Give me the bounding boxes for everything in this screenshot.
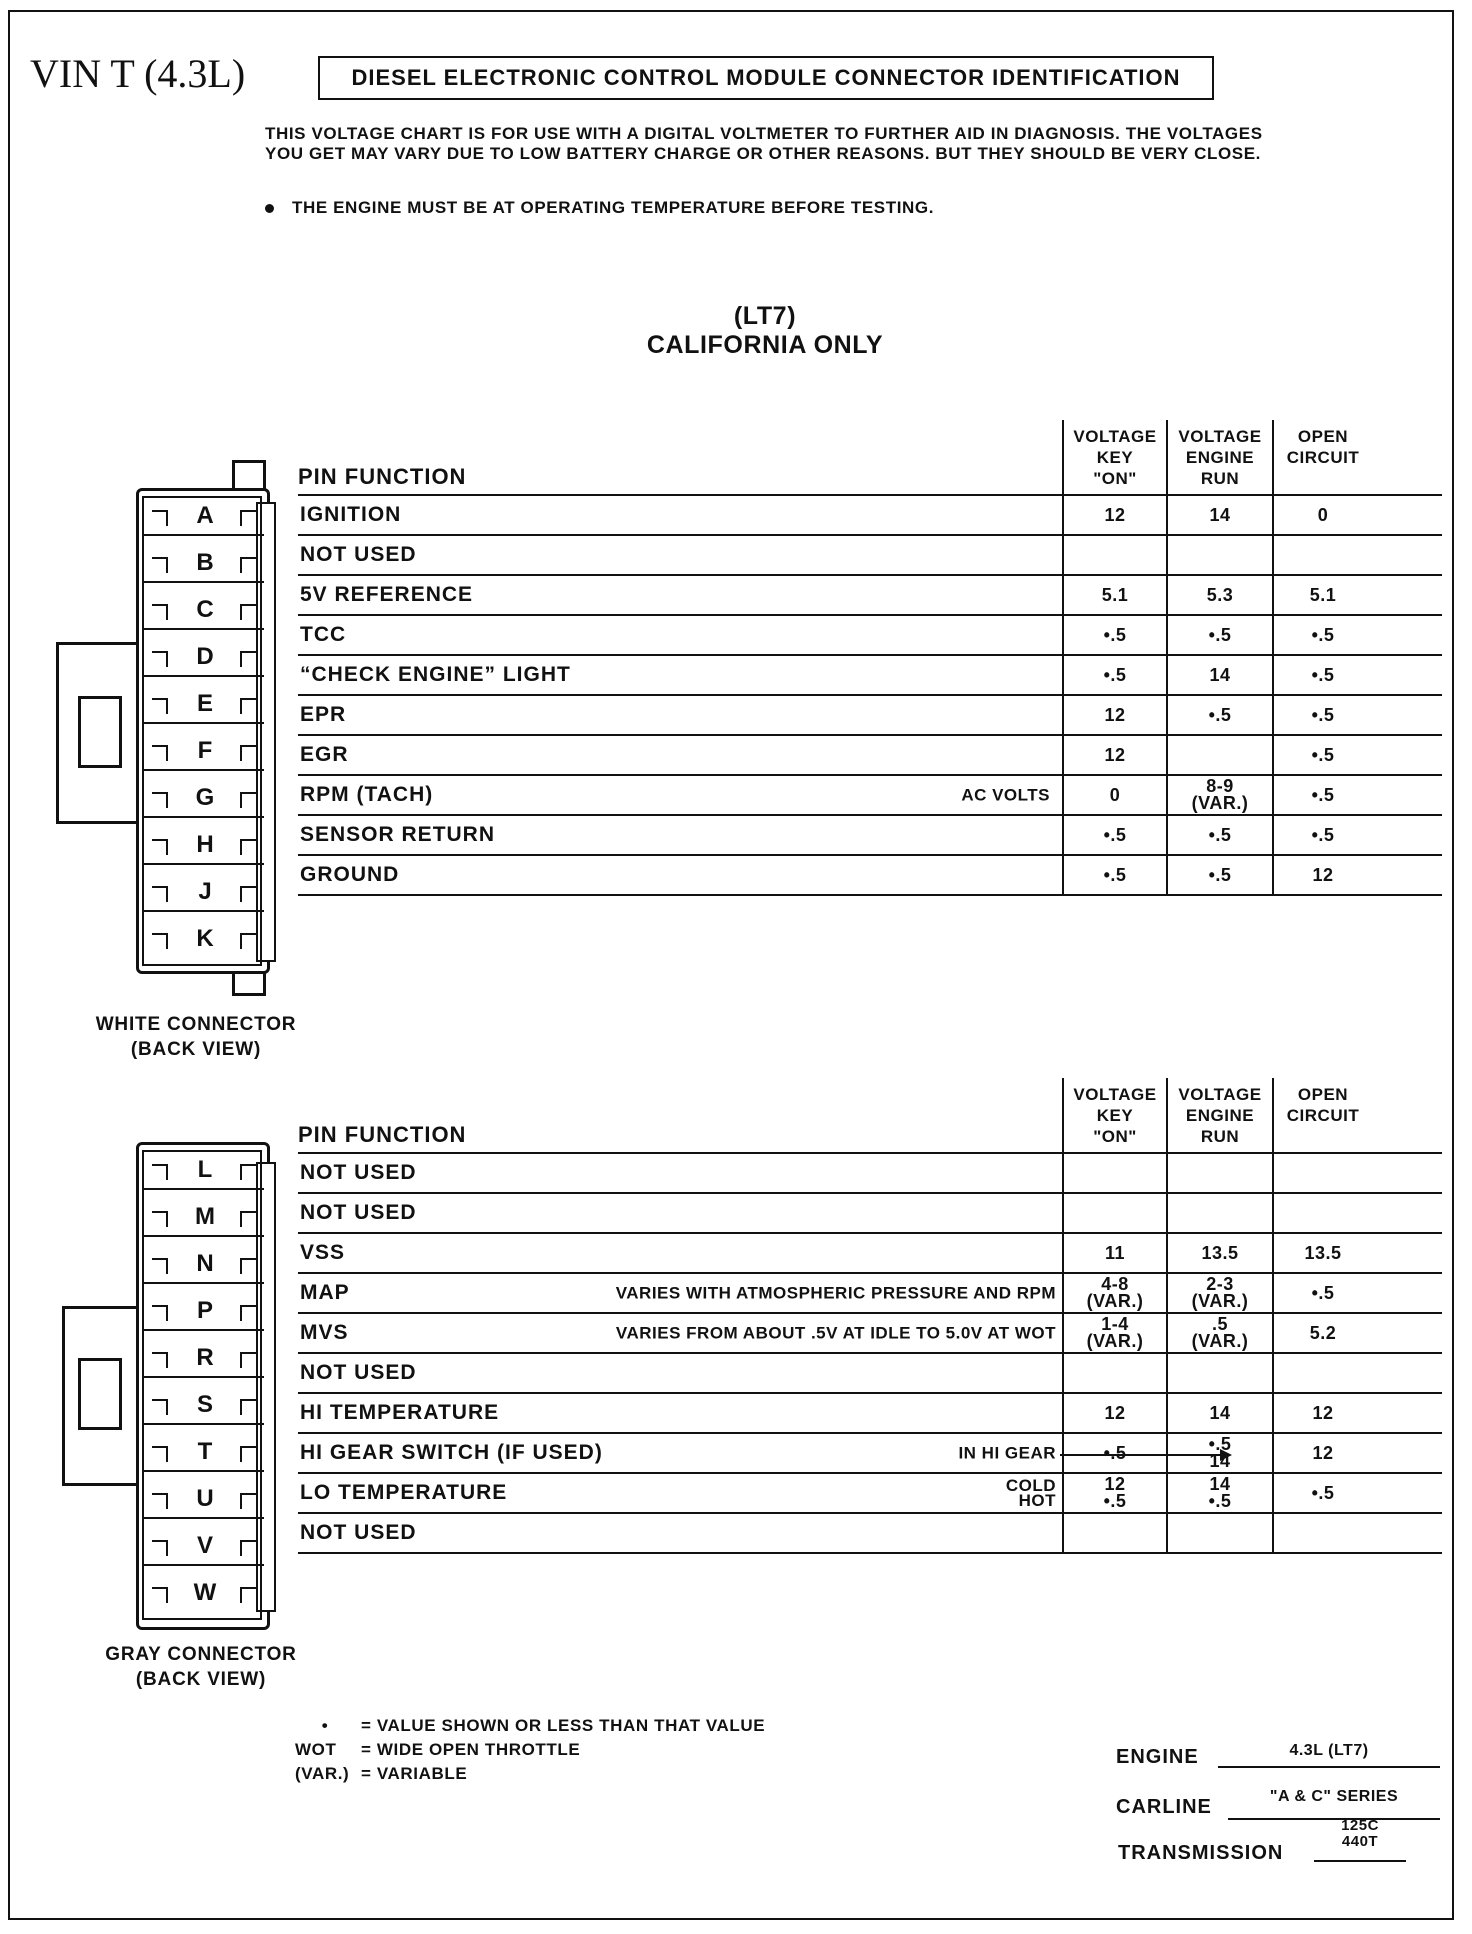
connector-pin [144, 921, 264, 959]
value-key-on: 11 [1104, 1242, 1126, 1263]
pin-bracket-left-icon [152, 1587, 168, 1603]
table-row [298, 616, 1442, 656]
legend-meaning: = VALUE SHOWN OR LESS THAN THAT VALUE [361, 1716, 766, 1735]
pin-letter: K [196, 925, 214, 952]
pin-letter: S [196, 1391, 213, 1418]
pin-function: VSS [300, 1241, 346, 1264]
pin-function: RPM (TACH) [300, 783, 434, 806]
hi-gear-arrow [1060, 1454, 1230, 1456]
pin-letter: E [196, 690, 213, 717]
value-engine-run: 2-3 (VAR.) [1191, 1274, 1249, 1311]
table-row [298, 1434, 1442, 1474]
table-row [298, 576, 1442, 616]
pin-bracket-right-icon [240, 698, 256, 714]
pin-bracket-right-icon [240, 1493, 256, 1509]
table-row [298, 1314, 1442, 1354]
header-line: RUN [1200, 1127, 1240, 1146]
pin-letter: P [196, 1297, 213, 1324]
pin-bracket-left-icon [152, 1258, 168, 1274]
column-divider [1166, 1078, 1168, 1552]
value-engine-run: 8-9 (VAR.) [1191, 776, 1249, 813]
value-engine-run: •.5 14 [1208, 1434, 1232, 1471]
value-open-circuit: 5.2 [1309, 1322, 1337, 1343]
table-row [298, 1514, 1442, 1554]
value-engine-run: .5 (VAR.) [1191, 1314, 1249, 1351]
pin-bracket-right-icon [240, 1540, 256, 1556]
connector-side-square [78, 696, 122, 768]
value-open-circuit: 5.1 [1309, 584, 1337, 605]
value-engine-run [1167, 736, 1273, 774]
pin-letter: J [198, 878, 212, 905]
legend-symbol: • [321, 1716, 329, 1735]
value-key-on [1063, 1514, 1167, 1552]
value-engine-run [1167, 1514, 1273, 1552]
pin-bracket-left-icon [152, 651, 168, 667]
pin-function: TCC [300, 623, 347, 646]
pin-letter: V [196, 1532, 213, 1559]
legend-symbol: WOT [295, 1740, 337, 1759]
pin-bracket-left-icon [152, 1540, 168, 1556]
value-open-circuit: 12 [1312, 1402, 1334, 1423]
header-line: VOLTAGE [1073, 427, 1157, 446]
value-key-on [1063, 536, 1167, 574]
legend-meaning: = WIDE OPEN THROTTLE [361, 1740, 581, 1759]
pin-stack [142, 496, 262, 966]
engine-value: 4.3L (LT7) [1218, 1738, 1440, 1768]
pin-function: NOT USED [300, 1521, 417, 1544]
pin-bracket-right-icon [240, 933, 256, 949]
white-connector-label [86, 1012, 306, 1062]
value-open-circuit: •.5 [1311, 1282, 1335, 1303]
document-title: DIESEL ELECTRONIC CONTROL MODULE CONNECTOR IDENTIFICATION [318, 56, 1214, 100]
table-row [298, 856, 1442, 896]
pin-function: LO TEMPERATURE [300, 1481, 508, 1504]
value-key-on: •.5 [1103, 864, 1127, 885]
value-engine-run: 14 [1209, 1402, 1231, 1423]
value-open-circuit: •.5 [1311, 704, 1335, 725]
value-open-circuit [1273, 1154, 1373, 1192]
row-note: VARIES WITH ATMOSPHERIC PRESSURE AND RPM [615, 1283, 1056, 1303]
bullet-text: THE ENGINE MUST BE AT OPERATING TEMPERATURE BEFORE TESTING. [292, 198, 935, 217]
value-open-circuit: 0 [1317, 504, 1329, 525]
header-line: RUN [1200, 469, 1240, 488]
pin-function: SENSOR RETURN [300, 823, 496, 846]
pin-bracket-left-icon [152, 745, 168, 761]
value-key-on: 12 [1104, 704, 1126, 725]
gray-connector-table [298, 1084, 1442, 1554]
connector-pin [144, 1481, 264, 1519]
vin-heading: VIN T (4.3L) [30, 51, 246, 96]
value-engine-run: •.5 [1208, 704, 1232, 725]
carline-label: CARLINE [1116, 1796, 1212, 1818]
table-row [298, 656, 1442, 696]
table-row [298, 816, 1442, 856]
value-key-on: •.5 [1103, 824, 1127, 845]
legend-meaning: = VARIABLE [361, 1764, 468, 1783]
pin-function: NOT USED [300, 543, 417, 566]
pin-bracket-right-icon [240, 886, 256, 902]
table-row [298, 1274, 1442, 1314]
pin-bracket-left-icon [152, 933, 168, 949]
header-line: KEY [1096, 448, 1134, 467]
connector-pin [144, 1340, 264, 1378]
value-engine-run: 14 [1209, 664, 1231, 685]
pin-letter: U [196, 1485, 214, 1512]
bullet-note [265, 198, 934, 218]
pin-bracket-left-icon [152, 557, 168, 573]
value-engine-run: •.5 [1208, 824, 1232, 845]
value-open-circuit: •.5 [1311, 744, 1335, 765]
pin-bracket-left-icon [152, 698, 168, 714]
pin-function: EGR [300, 743, 349, 766]
white-connector-view: (BACK VIEW) [130, 1039, 262, 1060]
connector-pin [144, 827, 264, 865]
table-row [298, 536, 1442, 576]
header-line: VOLTAGE [1073, 1085, 1157, 1104]
value-engine-run [1167, 1194, 1273, 1232]
value-engine-run [1167, 1354, 1273, 1392]
row-note: AC VOLTS [961, 785, 1050, 805]
table-row [298, 776, 1442, 816]
pin-bracket-right-icon [240, 510, 256, 526]
pin-letter: B [196, 549, 214, 576]
pin-letter: D [196, 643, 214, 670]
white-connector-table [298, 426, 1442, 896]
transmission-value: 125C 440T [1314, 1818, 1406, 1862]
header-line: OPEN [1297, 427, 1349, 446]
connector-pin [144, 874, 264, 912]
connector-pin [144, 498, 264, 536]
value-engine-run [1167, 536, 1273, 574]
header-pin-function: PIN FUNCTION [298, 464, 467, 489]
pin-stack [142, 1150, 262, 1620]
pin-bracket-left-icon [152, 792, 168, 808]
column-divider [1062, 1078, 1064, 1552]
value-key-on [1063, 1154, 1167, 1192]
gray-connector-label [76, 1642, 326, 1692]
value-open-circuit: 12 [1312, 1442, 1334, 1463]
header-line: OPEN [1297, 1085, 1349, 1104]
value-open-circuit: •.5 [1311, 824, 1335, 845]
pin-letter: R [196, 1344, 214, 1371]
pin-bracket-left-icon [152, 604, 168, 620]
legend-symbol: (VAR.) [295, 1764, 350, 1783]
value-open-circuit: •.5 [1311, 624, 1335, 645]
value-open-circuit: •.5 [1311, 784, 1335, 805]
value-open-circuit: •.5 [1311, 664, 1335, 685]
value-key-on [1063, 1354, 1167, 1392]
connector-side-square [78, 1358, 122, 1430]
value-open-circuit: 12 [1312, 864, 1334, 885]
table-row [298, 496, 1442, 536]
table-row [298, 1194, 1442, 1234]
pin-letter: N [196, 1250, 214, 1277]
pin-bracket-right-icon [240, 1305, 256, 1321]
header-engine-run [1167, 1084, 1273, 1152]
pin-bracket-left-icon [152, 510, 168, 526]
table-row [298, 1154, 1442, 1194]
pin-function: GROUND [300, 863, 400, 886]
table-row [298, 696, 1442, 736]
pin-bracket-left-icon [152, 1305, 168, 1321]
pin-bracket-right-icon [240, 1258, 256, 1274]
value-engine-run: •.5 [1208, 864, 1232, 885]
header-pin-function: PIN FUNCTION [298, 1122, 467, 1147]
connector-pin [144, 733, 264, 771]
connector-pin [144, 1246, 264, 1284]
pin-bracket-left-icon [152, 1211, 168, 1227]
value-key-on: 12 [1104, 744, 1126, 765]
pin-letter: A [196, 502, 214, 529]
connector-pin [144, 1293, 264, 1331]
header-line: ENGINE [1185, 1106, 1255, 1125]
gray-connector-diagram [56, 1142, 286, 1632]
header-key-on [1063, 1084, 1167, 1152]
subtitle-region: CALIFORNIA ONLY [646, 331, 884, 359]
value-key-on [1063, 1194, 1167, 1232]
pin-function: EPR [300, 703, 347, 726]
header-line: "ON" [1093, 469, 1137, 488]
subtitle-code: (LT7) [733, 302, 797, 330]
pin-function: NOT USED [300, 1361, 417, 1384]
value-engine-run: 14 •.5 [1208, 1474, 1232, 1511]
connector-pin [144, 1387, 264, 1425]
pin-bracket-left-icon [152, 1399, 168, 1415]
value-engine-run: 5.3 [1206, 584, 1234, 605]
value-key-on: 0 [1109, 784, 1121, 805]
value-engine-run: •.5 [1208, 624, 1232, 645]
bullet-icon [265, 204, 274, 213]
header-line: "ON" [1093, 1127, 1137, 1146]
value-key-on: 12 [1104, 504, 1126, 525]
value-engine-run: 14 [1209, 504, 1231, 525]
value-key-on: 5.1 [1101, 584, 1129, 605]
pin-function: “CHECK ENGINE” LIGHT [300, 663, 571, 686]
connector-pin [144, 1199, 264, 1237]
table-header [298, 1084, 1442, 1154]
connector-pin [144, 1575, 264, 1613]
pin-function: MAP [300, 1281, 350, 1304]
value-engine-run: 13.5 [1201, 1242, 1239, 1263]
table-row [298, 1394, 1442, 1434]
arrow-head-icon [1220, 1449, 1232, 1461]
value-open-circuit: 13.5 [1304, 1242, 1342, 1263]
pin-bracket-right-icon [240, 557, 256, 573]
white-connector-title: WHITE CONNECTOR [95, 1014, 297, 1035]
gray-connector-title: GRAY CONNECTOR [105, 1644, 297, 1665]
transmission-label: TRANSMISSION [1118, 1842, 1284, 1864]
pin-bracket-left-icon [152, 839, 168, 855]
value-key-on: 4-8 (VAR.) [1086, 1274, 1144, 1311]
pin-function: 5V REFERENCE [300, 583, 474, 606]
connector-pin [144, 592, 264, 630]
value-open-circuit: •.5 [1311, 1482, 1335, 1503]
legend-row [295, 1738, 771, 1762]
value-open-circuit [1273, 1194, 1373, 1232]
value-key-on: •.5 [1103, 624, 1127, 645]
pin-bracket-right-icon [240, 792, 256, 808]
pin-bracket-right-icon [240, 1587, 256, 1603]
pin-bracket-left-icon [152, 1352, 168, 1368]
pin-letter: C [196, 596, 214, 623]
column-divider [1062, 420, 1064, 894]
connector-pin [144, 639, 264, 677]
pin-function: HI GEAR SWITCH (IF USED) [300, 1441, 603, 1464]
carline-value: "A & C" SERIES [1228, 1782, 1440, 1820]
connector-pin [144, 686, 264, 724]
value-key-on: 12 •.5 [1103, 1474, 1127, 1511]
pin-bracket-right-icon [240, 651, 256, 667]
header-line: CIRCUIT [1286, 1106, 1360, 1125]
pin-letter: G [195, 784, 215, 811]
pin-function: MVS [300, 1321, 349, 1344]
table-row [298, 1354, 1442, 1394]
pin-letter: F [197, 737, 213, 764]
pin-function: NOT USED [300, 1201, 417, 1224]
connector-pin [144, 1528, 264, 1566]
pin-function: IGNITION [300, 503, 402, 526]
pin-bracket-right-icon [240, 839, 256, 855]
pin-bracket-left-icon [152, 1164, 168, 1180]
header-open-circuit [1273, 426, 1373, 494]
header-open-circuit [1273, 1084, 1373, 1152]
pin-bracket-right-icon [240, 1211, 256, 1227]
row-note: VARIES FROM ABOUT .5V AT IDLE TO 5.0V AT WOT [615, 1323, 1056, 1343]
table-row [298, 1474, 1442, 1514]
table-header [298, 426, 1442, 496]
value-open-circuit [1273, 1514, 1373, 1552]
gray-connector-view: (BACK VIEW) [135, 1669, 267, 1690]
white-connector-diagram [56, 460, 286, 1010]
column-divider [1272, 420, 1274, 894]
header-line: VOLTAGE [1178, 1085, 1262, 1104]
connector-pin [144, 1434, 264, 1472]
intro-text: THIS VOLTAGE CHART IS FOR USE WITH A DIGITAL VOLTMETER TO FURTHER AID IN DIAGNOSIS. THE VOLTAGES YOU GET MAY VARY DUE TO LOW BATTERY CHARGE OR OTHER REASONS. BUT THEY SHOULD BE VERY CLOSE. [265, 124, 1263, 163]
pin-bracket-right-icon [240, 1352, 256, 1368]
value-engine-run [1167, 1154, 1273, 1192]
legend-row [295, 1762, 771, 1786]
header-line: KEY [1096, 1106, 1134, 1125]
subtitle [580, 302, 950, 360]
table-row [298, 736, 1442, 776]
table-row [298, 1234, 1442, 1274]
pin-bracket-right-icon [240, 604, 256, 620]
header-line: VOLTAGE [1178, 427, 1262, 446]
pin-bracket-right-icon [240, 1164, 256, 1180]
header-line: ENGINE [1185, 448, 1255, 467]
pin-function: HI TEMPERATURE [300, 1401, 500, 1424]
pin-letter: W [193, 1579, 217, 1606]
pin-bracket-right-icon [240, 745, 256, 761]
column-divider [1272, 1078, 1274, 1552]
value-open-circuit [1273, 536, 1373, 574]
value-key-on: 1-4 (VAR.) [1086, 1314, 1144, 1351]
header-line: CIRCUIT [1286, 448, 1360, 467]
pin-letter: L [197, 1156, 213, 1183]
legend-row [295, 1714, 771, 1738]
row-note: COLD HOT [1005, 1476, 1056, 1510]
header-engine-run [1167, 426, 1273, 494]
connector-pin [144, 545, 264, 583]
connector-pin [144, 1152, 264, 1190]
column-divider [1166, 420, 1168, 894]
pin-bracket-left-icon [152, 886, 168, 902]
value-key-on: •.5 [1103, 664, 1127, 685]
value-key-on: 12 [1104, 1402, 1126, 1423]
pin-letter: H [196, 831, 214, 858]
pin-function: NOT USED [300, 1161, 417, 1184]
engine-label: ENGINE [1116, 1746, 1199, 1768]
pin-letter: T [197, 1438, 213, 1465]
pin-bracket-right-icon [240, 1399, 256, 1415]
value-open-circuit [1273, 1354, 1373, 1392]
pin-bracket-left-icon [152, 1493, 168, 1509]
pin-bracket-left-icon [152, 1446, 168, 1462]
pin-letter: M [195, 1203, 215, 1230]
row-note: IN HI GEAR [958, 1443, 1056, 1463]
value-key-on: •.5 [1103, 1442, 1127, 1463]
header-key-on [1063, 426, 1167, 494]
connector-pin [144, 780, 264, 818]
legend [295, 1714, 771, 1786]
pin-bracket-right-icon [240, 1446, 256, 1462]
